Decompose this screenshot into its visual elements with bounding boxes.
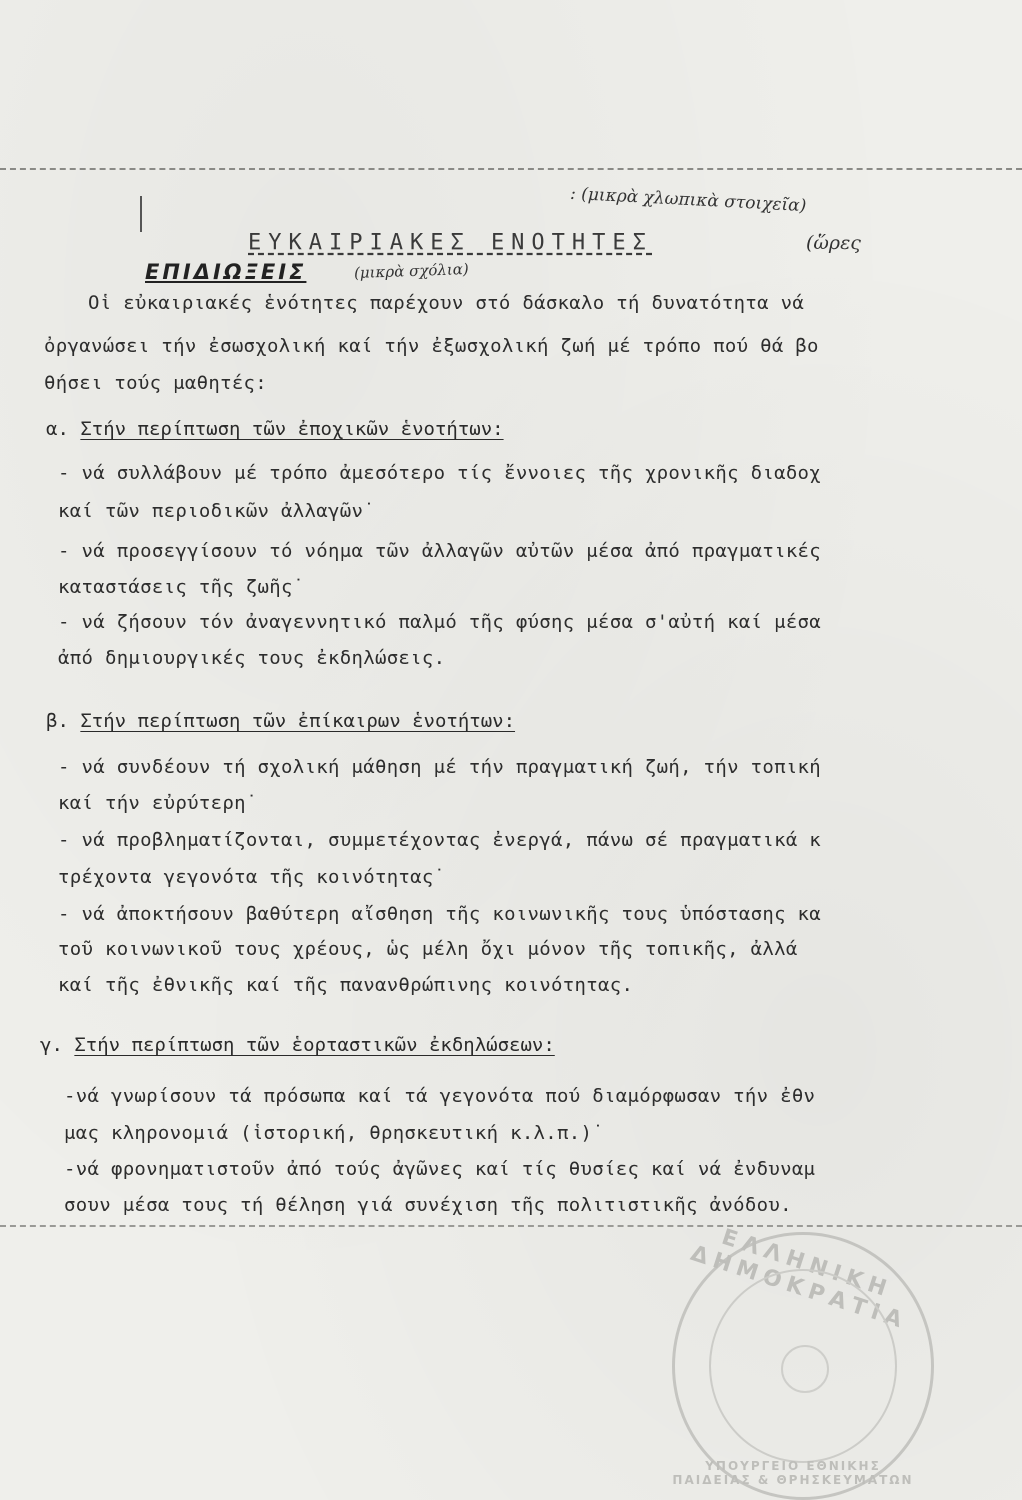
list-item: σουν μέσα τους τή θέληση γιά συνέχιση τῆς πολιτιστικῆς ἀνόδου. [64,1194,792,1216]
stamp-inner-ring [709,1269,897,1463]
list-item: -νά φρονηματιστοῦν ἀπό τούς ἀγῶνες καί τίς θυσίες καί νά ἐνδυναμ [64,1158,816,1180]
aims-heading: ΕΠΙΔΙΩΞΕΙΣ [145,260,307,284]
stamp-text: ΕΛΛΗΝΙΚΗ ΔΗΜΟΚΡΑΤΙΑ [687,1224,911,1335]
intro-line: ὀργανώσει τήν ἐσωσχολική καί τήν ἐξωσχολική ζωή μέ τρόπο πού θά βο [44,335,819,357]
handwritten-note-aims: (μικρὰ σχόλια) [353,260,470,282]
margin-mark [140,196,142,232]
list-item: καί τῶν περιοδικῶν ἀλλαγῶν˙ [58,500,375,522]
list-item: - νά ζήσουν τόν ἀναγεννητικό παλμό τῆς φύσης μέσα σ'αὐτή καί μέσα [58,611,822,633]
list-item: μας κληρονομιά (ἱστορική, θρησκευτική κ.λ.π.)˙ [64,1122,604,1144]
list-item: - νά συλλάβουν μέ τρόπο ἀμεσότερο τίς ἔννοιες τῆς χρονικῆς διαδοχ [58,462,822,484]
intro-line: Οἱ εὐκαιριακές ἑνότητες παρέχουν στό δάσκαλο τή δυνατότητα νά [88,292,805,314]
list-item: -νά γνωρίσουν τά πρόσωπα καί τά γεγονότα πού διαμόρφωσαν τήν ἐθν [64,1085,816,1107]
handwritten-note-top: : (μικρὰ χλωπικὰ στοιχεῖα) [569,183,807,217]
section-title: Στήν περίπτωση τῶν ἑορταστικῶν ἐκδηλώσεων: [74,1034,555,1056]
section-label: β. [46,710,69,732]
section-title: Στήν περίπτωση τῶν ἐπίκαιρων ἑνοτήτων: [80,710,516,732]
stamp-subtext: ΥΠΟΥΡΓΕΙΟ ΕΘΝΙΚΗΣ ΠΑΙΔΕΙΑΣ & ΘΡΗΣΚΕΥΜΑΤΩΝ [672,1459,914,1487]
list-item: - νά προβληματίζονται, συμμετέχοντας ἐνεργά, πάνω σέ πραγματικά κ [58,829,822,851]
stamp-emblem-icon [781,1345,829,1393]
section-label: γ. [40,1034,63,1056]
section-heading-c [40,1034,555,1056]
list-item: καταστάσεις τῆς ζωῆς˙ [58,576,305,598]
handwritten-note-title: (ὥρες [806,232,861,254]
intro-line: θήσει τούς μαθητές: [44,372,268,394]
list-item: τρέχοντα γεγονότα τῆς κοινότητας˙ [58,866,446,888]
top-dashed-rule [0,168,1022,170]
section-title: Στήν περίπτωση τῶν ἐποχικῶν ἑνοτήτων: [80,418,504,440]
official-stamp [672,1224,934,1500]
document-title: ΕΥΚΑΙΡΙΑΚΕΣ ΕΝΟΤΗΤΕΣ [248,230,653,255]
section-heading-a [46,418,504,440]
section-label: α. [46,418,69,440]
list-item: ἀπό δημιουργικές τους ἐκδηλώσεις. [58,647,446,669]
list-item: τοῦ κοινωνικοῦ τους χρέους, ὡς μέλη ὄχι μόνον τῆς τοπικῆς, ἀλλά [58,938,798,960]
bottom-dashed-rule [0,1225,1022,1227]
list-item: καί τῆς ἐθνικῆς καί τῆς πανανθρώπινης κοινότητας. [58,974,634,996]
list-item: καί τήν εὐρύτερη˙ [58,792,258,814]
list-item: - νά συνδέουν τή σχολική μάθηση μέ τήν πραγματική ζωή, τήν τοπική [58,756,822,778]
section-heading-b [46,710,515,732]
list-item: - νά ἀποκτήσουν βαθύτερη αἴσθηση τῆς κοινωνικῆς τους ὑπόστασης κα [58,903,822,925]
list-item: - νά προσεγγίσουν τό νόημα τῶν ἀλλαγῶν αὐτῶν μέσα ἀπό πραγματικές [58,540,822,562]
